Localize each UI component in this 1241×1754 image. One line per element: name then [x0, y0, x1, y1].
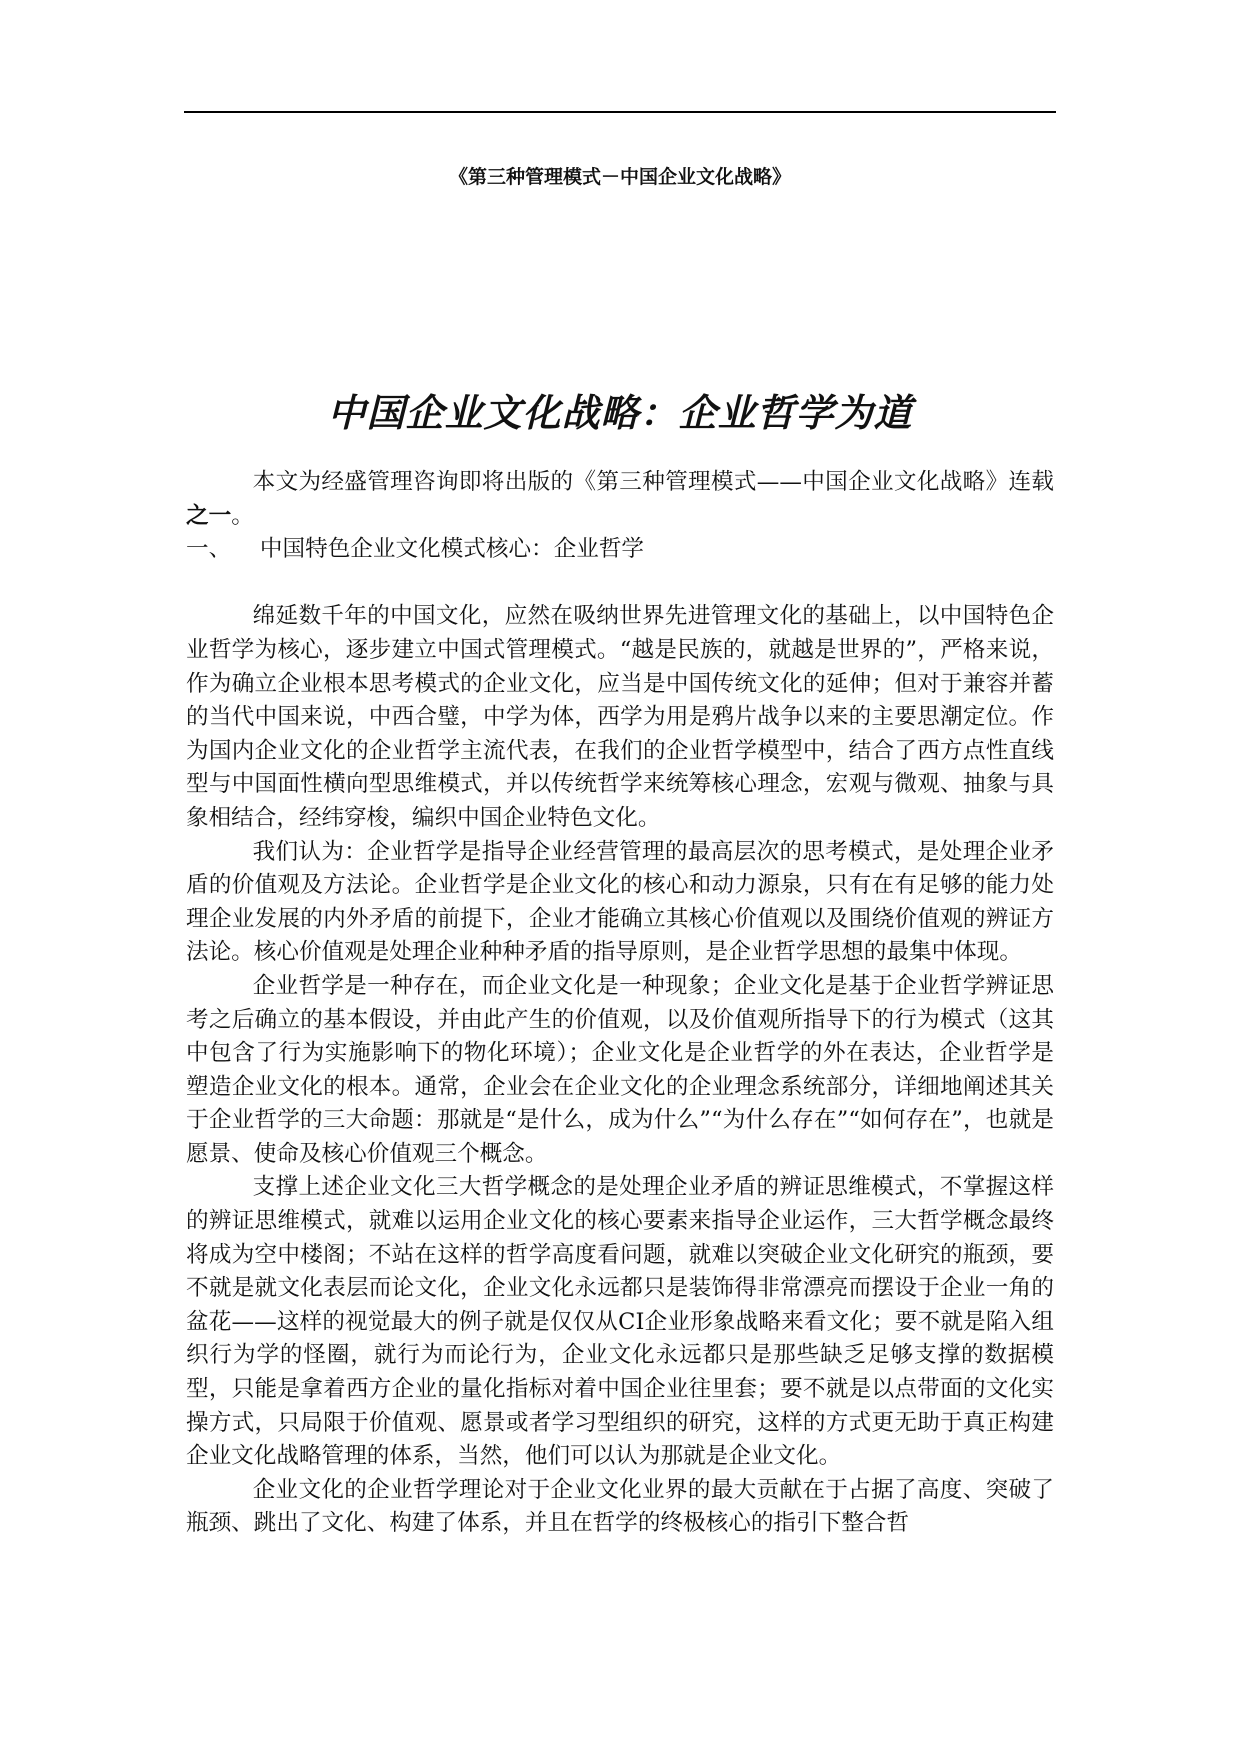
paragraph-4: 支撑上述企业文化三大哲学概念的是处理企业矛盾的辨证思维模式，不掌握这样的辨证思维模式，就难以运用企业文化的核心要素来指导企业运作，三大哲学概念最终将成为空中楼阁；不站在这样的哲学高度看问题，就难以突破企业文化研究的瓶颈，要不就是就文化表层而论文化，企业文化永远都只是装饰得非常漂亮而摆设于企业一角的盆花——这样的视觉最大的例子就是仅仅从CI企业形象战略来看文化；要不就是陷入组织行为学的怪圈，就行为而论行为，企业文化永远都只是那些缺乏足够支撑的数据模型，只能是拿着西方企业的量化指标对着中国企业往里套；要不就是以点带面的文化实操方式，只局限于价值观、愿景或者学习型组织的研究，这样的方式更无助于真正构建企业文化战略管理的体系，当然，他们可以认为那就是企业文化。 [186, 1174, 1054, 1470]
intro-paragraph [186, 466, 1054, 533]
series-title: 《第三种管理模式－中国企业文化战略》 [448, 166, 791, 188]
paragraph-5: 企业文化的企业哲学理论对于企业文化业界的最大贡献在于占据了高度、突破了瓶颈、跳出了文化、构建了体系，并且在哲学的终极核心的指引下整合哲 [186, 1476, 1054, 1537]
paragraph-3: 企业哲学是一种存在，而企业文化是一种现象；企业文化是基于企业哲学辨证思考之后确立的基本假设，并由此产生的价值观，以及价值观所指导下的行为模式（这其中包含了行为实施影响下的物化环境）；企业文化是企业哲学的外在表达，企业哲学是塑造企业文化的根本。通常，企业会在企业文化的企业理念系统部分，详细地阐述其关于企业哲学的三大命题：那就是“是什么，成为什么”“为什么存在”“如何存在”，也就是愿景、使命及核心价值观三个概念。 [186, 972, 1054, 1167]
article-body [186, 466, 1054, 1541]
paragraph-2: 我们认为：企业哲学是指导企业经营管理的最高层次的思考模式，是处理企业矛盾的价值观及方法论。企业哲学是企业文化的核心和动力源泉，只有在有足够的能力处理企业发展的内外矛盾的前提下，企业才能确立其核心价值观以及围绕价值观的辨证方法论。核心价值观是处理企业种种矛盾的指导原则，是企业哲学思想的最集中体现。 [186, 838, 1054, 966]
article-title: 中国企业文化战略：企业哲学为道 [327, 390, 913, 435]
section-heading: 一、 中国特色企业文化模式核心：企业哲学 [186, 536, 645, 563]
intro-end: 。 [231, 502, 254, 529]
header-rule [184, 111, 1056, 113]
intro-emphasis: 之一 [186, 502, 232, 529]
paragraph-1: 绵延数千年的中国文化，应然在吸纳世界先进管理文化的基础上，以中国特色企业哲学为核心，逐步建立中国式管理模式。“越是民族的，就越是世界的”，严格来说，作为确立企业根本思考模式的企业文化，应当是中国传统文化的延伸；但对于兼容并蓄的当代中国来说，中西合璧，中学为体，西学为用是鸦片战争以来的主要思潮定位。作为国内企业文化的企业哲学主流代表，在我们的企业哲学模型中，结合了西方点性直线型与中国面性横向型思维模式，并以传统哲学来统筹核心理念，宏观与微观、抽象与具象相结合，经纬穿梭，编织中国企业特色文化。 [186, 603, 1054, 831]
intro-text: 本文为经盛管理咨询即将出版的《第三种管理模式——中国企业文化战略》连载 [252, 469, 1054, 495]
